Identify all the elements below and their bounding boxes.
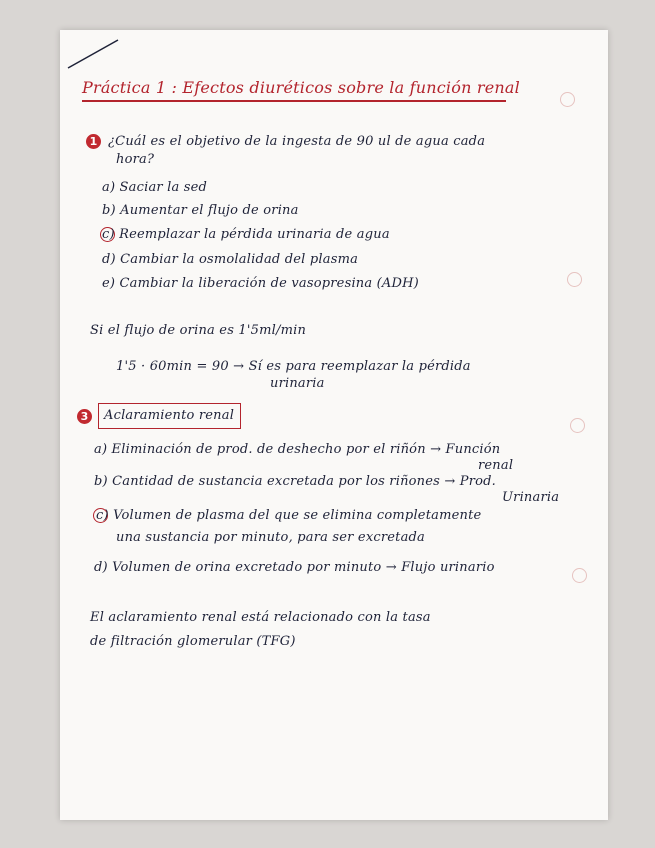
question-number-badge: 3 [77,409,92,424]
bleed-through-mark [560,92,575,107]
q3-option-a-cont: renal [478,458,514,473]
q1-option-a: a) Saciar la sed [102,180,208,195]
q1-option-b: b) Aumentar el flujo de orina [102,203,299,218]
question-1-text: ¿Cuál es el objetivo de la ingesta de 90 ul de agua cada [108,134,486,149]
bleed-through-mark [572,568,587,583]
q1-note-line-2: 1'5 · 60min = 90 → Sí es para reemplazar la pérdida [116,359,471,374]
pen-stroke-decoration [60,30,140,80]
q1-option-d: d) Cambiar la osmolalidad del plasma [102,252,359,267]
q3-option-b: b) Cantidad de sustancia excretada por los riñones → Prod. [94,474,497,489]
question-1-text-cont: hora? [116,152,155,167]
question-number-badge: 1 [86,134,101,149]
q3-option-d: d) Volumen de orina excretado por minuto → Flujo urinario [94,560,495,575]
q3-option-c: c) Volumen de plasma del que se elimina completamente [96,508,482,523]
q3-option-c-cont: una sustancia por minuto, para ser excretada [116,530,425,545]
q3-option-a: a) Eliminación de prod. de deshecho por el riñón → Función [94,442,501,457]
q1-option-e: e) Cambiar la liberación de vasopresina (ADH) [102,276,419,291]
q3-option-b-cont: Urinaria [502,490,560,505]
q1-note-line-1: Si el flujo de orina es 1'5ml/min [90,323,307,338]
closing-line-1: El aclaramiento renal está relacionado con la tasa [90,610,431,625]
bleed-through-mark [567,272,582,287]
notebook-page [60,30,608,820]
section-heading: Aclaramiento renal [104,408,235,423]
page-title: Práctica 1 : Efectos diuréticos sobre la función renal [82,78,520,97]
q1-note-line-3: urinaria [270,376,325,391]
q1-option-c: c) Reemplazar la pérdida urinaria de agua [102,227,390,242]
bleed-through-mark [570,418,585,433]
closing-line-2: de filtración glomerular (TFG) [90,634,296,649]
title-underline [82,100,506,102]
